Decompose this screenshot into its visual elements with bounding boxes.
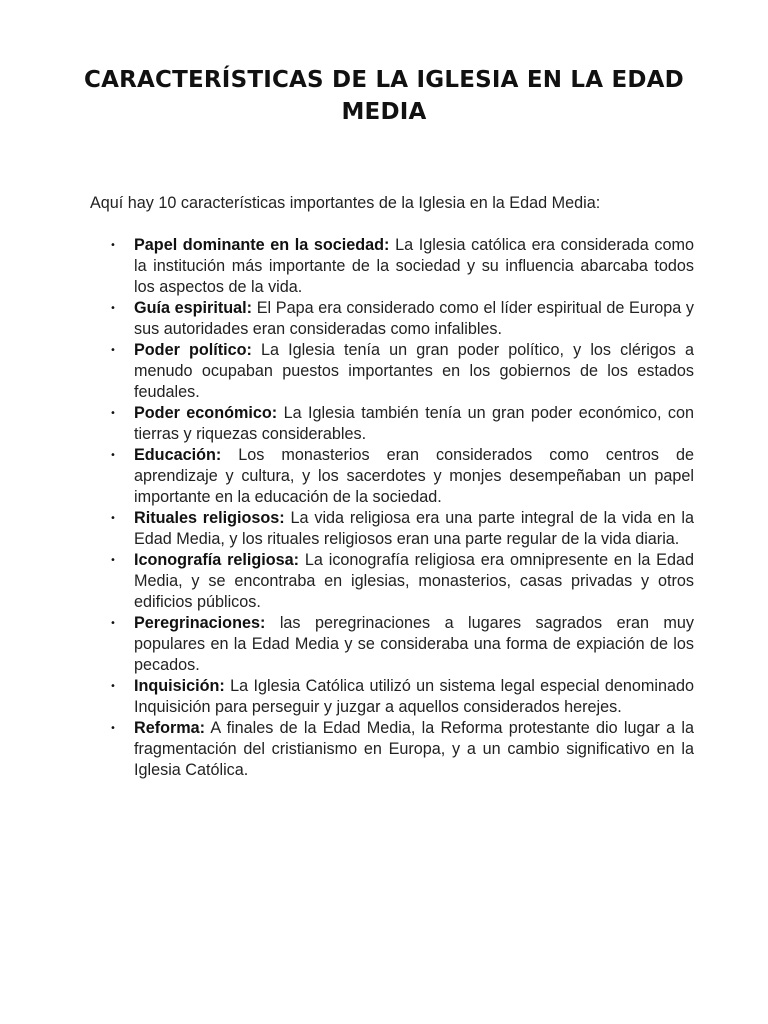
intro-paragraph: Aquí hay 10 características importantes de la Iglesia en la Edad Media:	[90, 194, 601, 212]
item-term: Poder económico:	[134, 404, 278, 422]
item-text: La Iglesia tenía un gran poder político, y los clérigos a menudo ocupaban puestos importantes en los gobiernos de los estados feudales.	[134, 341, 695, 401]
item-text: La Iglesia católica era considerada como la institución más importante de la sociedad y su influencia abarcaba todos los aspectos de la vida.	[134, 236, 695, 296]
list-item	[110, 676, 694, 718]
bullet-icon: •	[110, 681, 116, 692]
item-text: La iconografía religiosa era omnipresente en la Edad Media, y se encontraba en iglesias, monasterios, casas privadas y otros edificios públicos.	[134, 551, 694, 611]
item-term: Inquisición:	[134, 677, 225, 695]
bullet-icon: •	[110, 618, 116, 629]
item-text: El Papa era considerado como el líder espiritual de Europa y sus autoridades eran consideradas como infalibles.	[134, 299, 695, 338]
item-text: La vida religiosa era una parte integral de la vida en la Edad Media, y los rituales religiosos eran una parte regular de la vida diaria.	[134, 509, 694, 548]
bullet-icon: •	[110, 513, 116, 524]
item-text: Los monasterios eran considerados como centros de aprendizaje y cultura, y los sacerdotes y monjes desempeñaban un papel importante en la educación de la sociedad.	[134, 446, 694, 506]
bullet-icon: •	[110, 555, 116, 566]
list-item	[110, 235, 695, 298]
document-title: CARACTERÍSTICAS DE LA IGLESIA EN LA EDAD MEDIA	[84, 67, 684, 125]
bullet-icon: •	[110, 240, 116, 251]
item-term: Guía espiritual:	[134, 299, 253, 317]
bullet-icon: •	[110, 450, 116, 461]
list-item	[110, 550, 694, 613]
bullet-icon: •	[110, 408, 116, 419]
item-term: Iconografía religiosa:	[134, 551, 300, 569]
item-text: las peregrinaciones a lugares sagrados eran muy populares en la Edad Media y se consideraba una forma de expiación de los pecados.	[134, 614, 695, 674]
item-text: A finales de la Edad Media, la Reforma protestante dio lugar a la fragmentación del cristianismo en Europa, y a un cambio significativo en la Iglesia Católica.	[134, 719, 694, 779]
item-term: Educación:	[134, 446, 222, 464]
item-text: La Iglesia Católica utilizó un sistema legal especial denominado Inquisición para perseguir y juzgar a aquellos considerados herejes.	[134, 677, 694, 716]
item-term: Poder político:	[134, 341, 252, 359]
item-term: Reforma:	[134, 719, 206, 737]
item-term: Peregrinaciones:	[134, 614, 266, 632]
list-item	[110, 508, 694, 550]
characteristics-list	[110, 235, 695, 781]
list-item	[110, 718, 694, 781]
item-term: Rituales religiosos:	[134, 509, 285, 527]
list-item	[110, 340, 695, 403]
list-item	[110, 298, 695, 340]
list-item	[110, 403, 694, 445]
bullet-icon: •	[110, 345, 116, 356]
list-item	[110, 445, 694, 508]
item-term: Papel dominante en la sociedad:	[134, 236, 390, 254]
bullet-icon: •	[110, 303, 116, 314]
list-item	[110, 613, 695, 676]
item-text: La Iglesia también tenía un gran poder económico, con tierras y riquezas considerables.	[134, 404, 694, 443]
bullet-icon: •	[110, 723, 116, 734]
